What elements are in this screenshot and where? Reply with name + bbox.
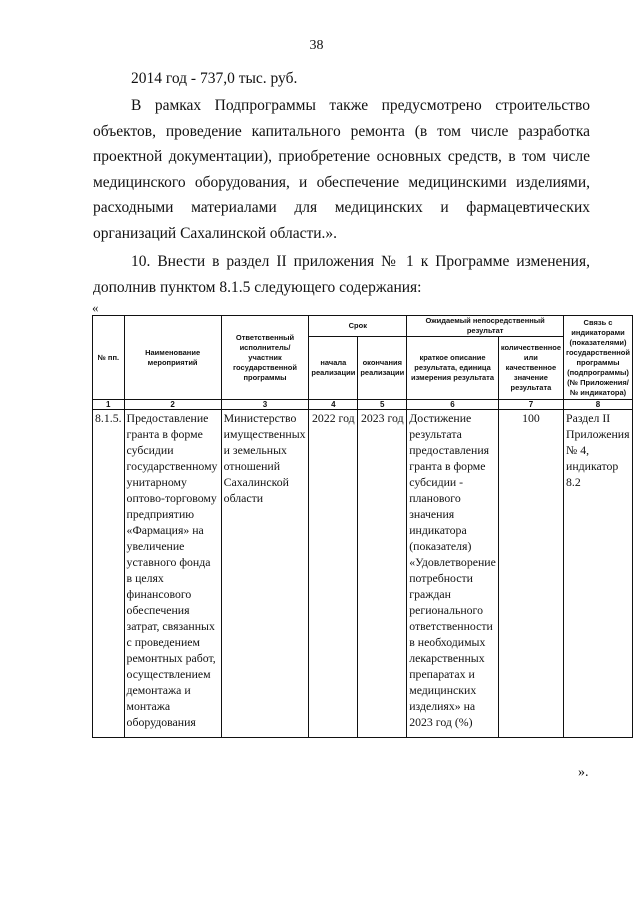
header-term: Срок <box>309 316 407 337</box>
column-number: 3 <box>221 400 309 410</box>
paragraph-amount: 2014 год - 737,0 тыс. руб. <box>131 70 298 87</box>
header-result-value: количественное или качественное значение результата <box>498 337 563 400</box>
row-start: 2022 год <box>309 410 358 738</box>
header-term-end: окончания реализации <box>358 337 407 400</box>
column-number: 8 <box>564 400 633 410</box>
column-number: 6 <box>407 400 499 410</box>
header-result-short: краткое описание результата, единица измерения результата <box>407 337 499 400</box>
column-number: 4 <box>309 400 358 410</box>
quote-close: ». <box>578 765 589 780</box>
column-number: 1 <box>93 400 125 410</box>
row-responsible: Министерство имущественных и земельных отношений Сахалинской области <box>221 410 309 738</box>
row-end: 2023 год <box>358 410 407 738</box>
row-result-short: Достижение результата предоставления гранта в форме субсидии - планового значения индикатора (показателя) «Удовлетворение потребности граждан регионального ответственности в необходимых лекарственных препаратах и медицинских изделиях» на 2023 год (%) <box>407 410 499 738</box>
header-responsible: Ответственный исполнитель/участник государственной программы <box>221 316 309 400</box>
header-num: № пп. <box>93 316 125 400</box>
header-link: Связь с индикаторами (показателями) государственной программы (подпрограммы) (№ Приложения/ № индикатора) <box>564 316 633 400</box>
quote-open: « <box>92 300 99 315</box>
row-result-value: 100 <box>498 410 563 738</box>
row-link: Раздел II Приложения № 4, индикатор 8.2 <box>564 410 633 738</box>
row-num: 8.1.5. <box>93 410 125 738</box>
paragraph-amendment: 10. Внести в раздел II приложения № 1 к Программе изменения, дополнив пунктом 8.1.5 следующего содержания: <box>93 253 590 296</box>
page-number: 38 <box>309 38 324 53</box>
row-name: Предоставление гранта в форме субсидии государственному унитарному оптово-торговому предприятию «Фармация» на увеличение уставного фонда в целях финансового обеспечения затрат, связанных с проведением ремонтных работ, осуществлением демонтажа и монтажа оборудования <box>124 410 221 738</box>
header-term-start: начала реализации <box>309 337 358 400</box>
header-name: Наименование мероприятий <box>124 316 221 400</box>
header-result: Ожидаемый непосредственный результат <box>407 316 564 337</box>
paragraph-subprogram: В рамках Подпрограммы также предусмотрено строительство объектов, проведение капитального ремонта (в том числе разработка проектной документации), приобретение основных средств, в том числе медицинского оборудования, и обеспечение медицинскими изделиями, расходными материалами для медицинских и фармацевтических организаций Сахалинской области.». <box>93 97 590 242</box>
column-number: 2 <box>124 400 221 410</box>
column-number: 7 <box>498 400 563 410</box>
program-table <box>92 315 633 738</box>
column-number: 5 <box>358 400 407 410</box>
